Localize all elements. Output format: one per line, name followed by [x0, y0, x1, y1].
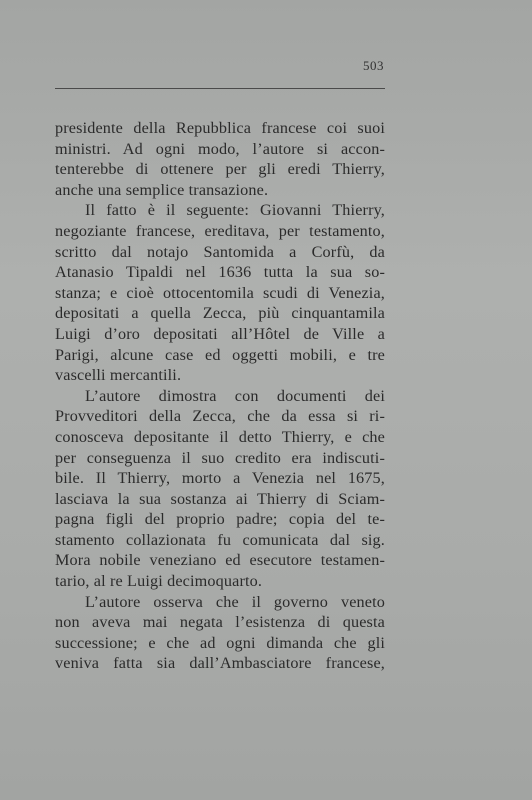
- text-line: Atanasio Tipaldi nel 1636 tutta la sua so-: [55, 263, 385, 282]
- text-line: veniva fatta sia dall’Ambasciatore francese,: [55, 654, 385, 673]
- text-line: L’autore osserva che il governo veneto: [85, 592, 385, 611]
- text-line: scritto dal notajo Santomida a Corfù, da: [55, 242, 385, 261]
- text-line: per conseguenza il suo credito era indiscuti-: [55, 448, 385, 467]
- text-line: bile. Il Thierry, morto a Venezia nel 1675,: [55, 469, 385, 488]
- text-line: pagna figli del proprio padre; copia del te-: [55, 510, 385, 529]
- text-line: anche una semplice transazione.: [55, 180, 269, 199]
- body-text: [55, 118, 385, 674]
- text-line: Luigi d’oro depositati all’Hôtel de Ville a: [55, 324, 385, 343]
- text-line: tario, al re Luigi decimoquarto.: [55, 572, 263, 591]
- text-line: L’autore dimostra con documenti dei: [85, 386, 385, 405]
- text-line: depositati a quella Zecca, più cinquantamila: [55, 304, 385, 323]
- text-line: successione; e che ad ogni dimanda che gli: [55, 633, 385, 652]
- text-line: non aveva mai negata l’esistenza di questa: [55, 613, 385, 632]
- text-line: Mora nobile veneziano ed esecutore testamen-: [55, 551, 385, 570]
- text-line: vascelli mercantili.: [55, 366, 182, 385]
- text-line: stanza; e cioè ottocentomila scudi di Venezia,: [55, 283, 385, 302]
- text-line: conosceva depositante il detto Thierry, e che: [55, 427, 385, 446]
- text-line: ministri. Ad ogni modo, l’autore si accon-: [55, 139, 385, 158]
- text-line: stamento collazionata fu comunicata dal sig.: [55, 530, 385, 549]
- page-number: 503: [363, 58, 384, 73]
- text-line: tenterebbe di ottenere per gli eredi Thierry,: [55, 160, 385, 179]
- text-line: Parigi, alcune case ed oggetti mobili, e tre: [55, 345, 385, 364]
- header-rule: [55, 88, 385, 89]
- text-line: Il fatto è il seguente: Giovanni Thierry,: [85, 201, 385, 220]
- text-line: presidente della Repubblica francese coi suoi: [55, 119, 385, 137]
- text-line: lasciava la sua sostanza ai Thierry di Sciam-: [55, 489, 385, 508]
- text-line: Provveditori della Zecca, che da essa si ri-: [55, 407, 385, 426]
- text-line: negoziante francese, ereditava, per testamento,: [55, 221, 385, 240]
